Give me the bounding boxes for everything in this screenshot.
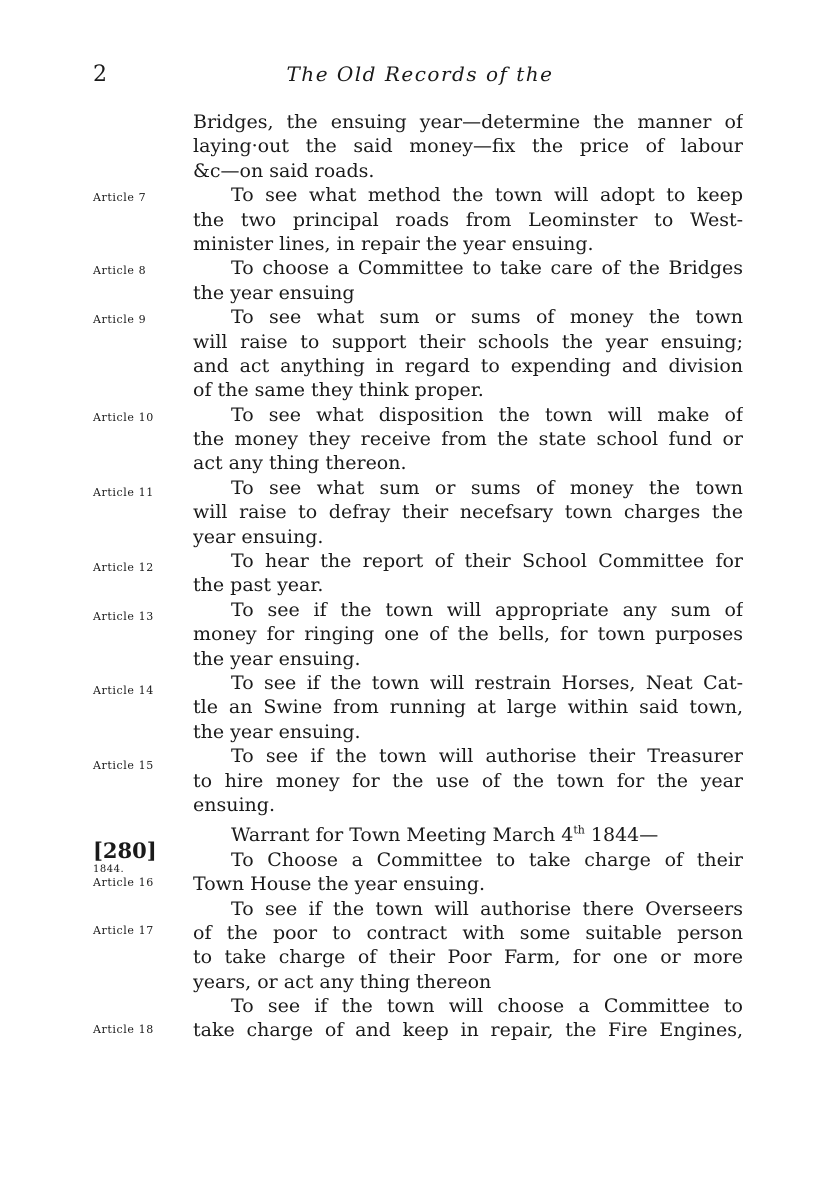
text-line: of the poor to contract with some suitable person xyxy=(193,921,743,944)
text-line: will raise to support their schools the year ensuing; xyxy=(193,330,743,353)
text-line: the two principal roads from Leominster to West- xyxy=(193,208,743,231)
article-text-block xyxy=(193,110,743,1043)
text-line: Town House the year ensuing. xyxy=(193,873,486,896)
text-line: To see if the town will restrain Horses, Neat Cat- xyxy=(231,671,743,694)
text-line: ensuing. xyxy=(193,793,275,816)
margin-article-7: Article 7 xyxy=(93,191,147,204)
warrant-heading-text: Warrant for Town Meeting March 4 xyxy=(231,824,574,847)
margin-article-11: Article 11 xyxy=(93,486,154,499)
margin-page-reference: [280] xyxy=(93,838,157,863)
text-line: To choose a Committee to take care of the Bridges xyxy=(231,257,743,280)
text-line: To see what sum or sums of money the town xyxy=(231,476,743,499)
text-line: To see if the town will authorise there Overseers xyxy=(231,897,743,920)
margin-article-16: Article 16 xyxy=(93,876,154,889)
text-line: to hire money for the use of the town for the year xyxy=(193,769,743,792)
text-line: will raise to defray their necefsary town charges the xyxy=(193,501,743,524)
running-title: The Old Records of the xyxy=(286,62,554,86)
margin-article-8: Article 8 xyxy=(93,264,147,277)
ordinal-suffix: th xyxy=(573,824,585,837)
text-line: To see if the town will appropriate any sum of xyxy=(231,598,743,621)
margin-year: 1844. xyxy=(93,864,125,875)
warrant-heading xyxy=(193,823,743,847)
text-line: the year ensuing xyxy=(193,281,355,304)
text-line: &c—on said roads. xyxy=(193,159,375,182)
margin-article-12: Article 12 xyxy=(93,561,154,574)
margin-article-17: Article 17 xyxy=(93,924,154,937)
margin-article-15: Article 15 xyxy=(93,759,154,772)
margin-article-9: Article 9 xyxy=(93,313,147,326)
text-line: of the same they think proper. xyxy=(193,379,484,402)
text-line: the year ensuing. xyxy=(193,647,361,670)
text-line: take charge of and keep in repair, the Fire Engines, xyxy=(193,1019,743,1042)
text-line: and act anything in regard to expending and division xyxy=(193,354,743,377)
text-line: minister lines, in repair the year ensuing. xyxy=(193,232,594,255)
text-line: act any thing thereon. xyxy=(193,452,407,475)
text-line: To see what sum or sums of money the town xyxy=(231,306,743,329)
page-header xyxy=(0,62,840,92)
text-line: the past year. xyxy=(193,574,324,597)
margin-article-10: Article 10 xyxy=(93,411,154,424)
text-line: to take charge of their Poor Farm, for one or more xyxy=(193,946,743,969)
text-line: years, or act any thing thereon xyxy=(193,970,492,993)
margin-article-14: Article 14 xyxy=(93,684,154,697)
warrant-heading-year: 1844— xyxy=(584,824,659,847)
text-line: To see what method the town will adopt to keep xyxy=(231,184,743,207)
text-line: To Choose a Committee to take charge of their xyxy=(231,848,743,871)
text-line: the year ensuing. xyxy=(193,720,361,743)
text-line: laying·out the said money—fix the price of labour xyxy=(193,135,743,158)
text-line: To hear the report of their School Committee for xyxy=(231,550,743,573)
text-line: Bridges, the ensuing year—determine the manner of xyxy=(193,111,743,133)
margin-article-18: Article 18 xyxy=(93,1023,154,1036)
text-line: To see if the town will choose a Committee to xyxy=(231,995,743,1018)
text-line: the money they receive from the state school fund or xyxy=(193,428,743,451)
page-number: 2 xyxy=(93,62,107,87)
text-line: To see what disposition the town will make of xyxy=(231,403,743,426)
text-line: tle an Swine from running at large within said town, xyxy=(193,696,743,719)
text-line: To see if the town will authorise their Treasurer xyxy=(231,745,743,768)
text-line: money for ringing one of the bells, for town purposes xyxy=(193,623,743,646)
text-line: year ensuing. xyxy=(193,525,324,548)
margin-article-13: Article 13 xyxy=(93,610,154,623)
